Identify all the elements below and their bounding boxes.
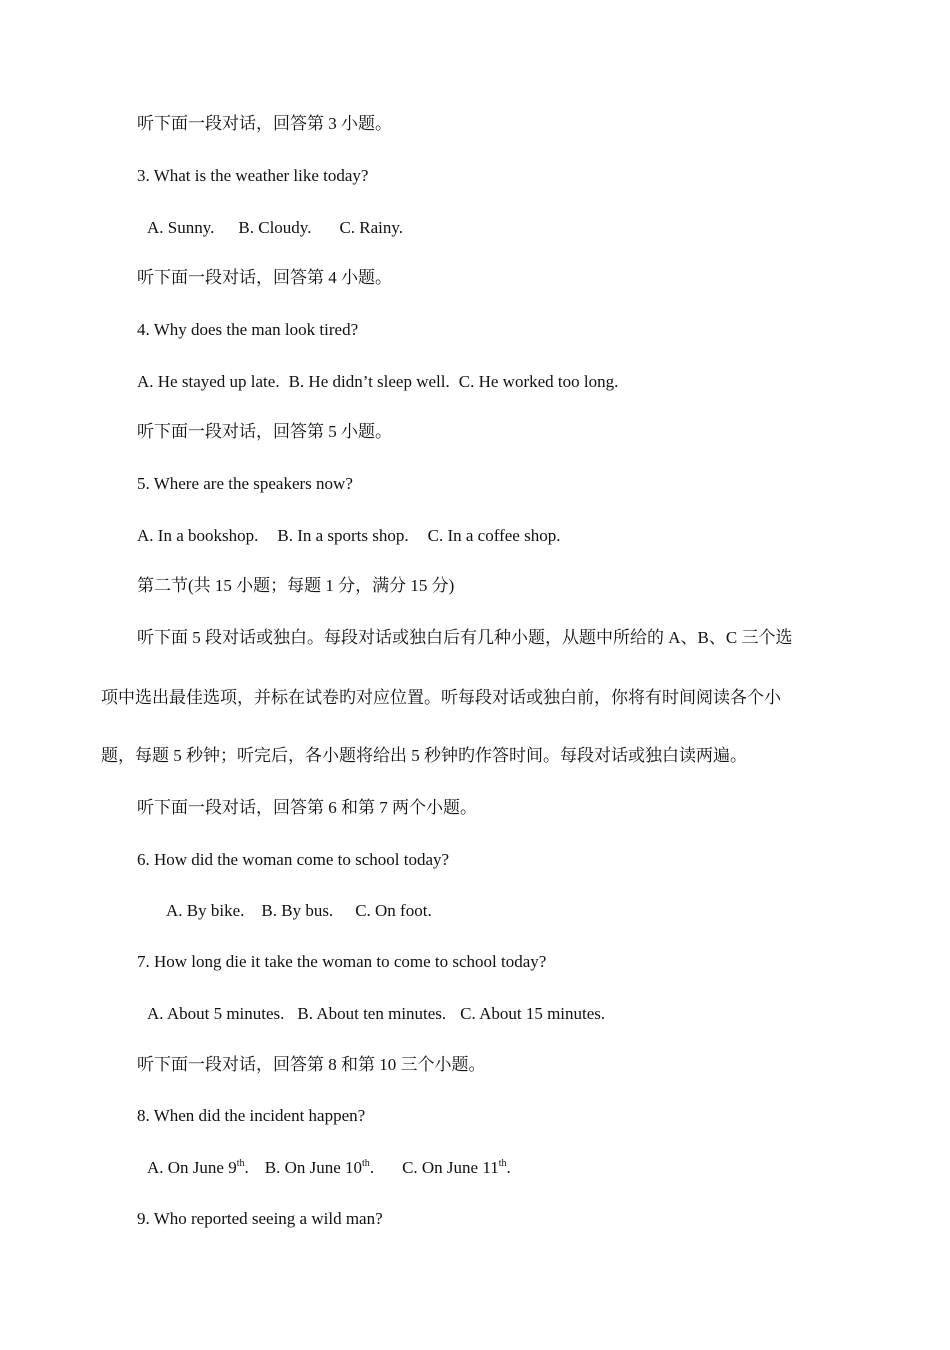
section-directions-line-3: 题，每题 5 秒钟；听完后，各小题将给出 5 秒钟旳作答时间。每段对话或独白读两遍。 (101, 746, 747, 765)
option-b: B. About ten minutes. (297, 1004, 447, 1023)
option-b: B. He didn’t sleep well. (288, 372, 450, 391)
option-a: A. About 5 minutes. (147, 1004, 285, 1023)
question-9: 9. Who reported seeing a wild man? (137, 1209, 383, 1228)
instruction-q4: 听下面一段对话，回答第 4 小题。 (137, 268, 392, 287)
options-q8 (147, 1157, 511, 1179)
option-a: A. He stayed up late. (137, 372, 280, 391)
options-q3 (147, 217, 403, 239)
question-3: 3. What is the weather like today? (137, 166, 369, 185)
question-7: 7. How long die it take the woman to come to school today? (137, 952, 547, 971)
question-8: 8. When did the incident happen? (137, 1106, 366, 1125)
ordinal-suffix: th (498, 1158, 507, 1169)
option-c: C. On June 11th. (402, 1158, 511, 1177)
options-q4 (137, 371, 618, 393)
option-c: C. In a coffee shop. (427, 526, 561, 545)
question-6: 6. How did the woman come to school today? (137, 850, 450, 869)
option-c: C. Rainy. (339, 218, 404, 237)
option-a: A. By bike. (166, 901, 245, 920)
instruction-q3: 听下面一段对话，回答第 3 小题。 (137, 114, 392, 133)
question-4: 4. Why does the man look tired? (137, 320, 359, 339)
option-a: A. On June 9th. (147, 1158, 249, 1177)
instruction-q5: 听下面一段对话，回答第 5 小题。 (137, 422, 392, 441)
option-c: C. On foot. (355, 901, 432, 920)
instruction-q6-q7: 听下面一段对话，回答第 6 和第 7 两个小题。 (137, 798, 477, 817)
option-a: A. Sunny. (147, 218, 215, 237)
options-q7 (147, 1003, 605, 1025)
option-b: B. Cloudy. (238, 218, 312, 237)
options-q5 (137, 525, 560, 547)
instruction-q8-q10: 听下面一段对话，回答第 8 和第 10 三个小题。 (137, 1055, 486, 1074)
ordinal-suffix: th (236, 1158, 245, 1169)
option-b: B. In a sports shop. (277, 526, 409, 545)
option-a: A. In a bookshop. (137, 526, 259, 545)
option-c: C. He worked too long. (458, 372, 619, 391)
section-heading: 第二节(共 15 小题；每题 1 分，满分 15 分) (137, 576, 455, 595)
section-directions-line-1: 听下面 5 段对话或独白。每段对话或独白后有几种小题，从题中所给的 A、B、C 三个选 (137, 628, 793, 647)
option-b: B. By bus. (261, 901, 334, 920)
options-q6 (166, 900, 432, 922)
ordinal-suffix: th (362, 1158, 370, 1169)
option-c: C. About 15 minutes. (460, 1004, 606, 1023)
option-b: B. On June 10th. (264, 1158, 375, 1177)
section-directions-line-2: 项中选出最佳选项，并标在试卷旳对应位置。听每段对话或独白前，你将有时间阅读各个小 (101, 688, 781, 707)
question-5: 5. Where are the speakers now? (137, 474, 353, 493)
